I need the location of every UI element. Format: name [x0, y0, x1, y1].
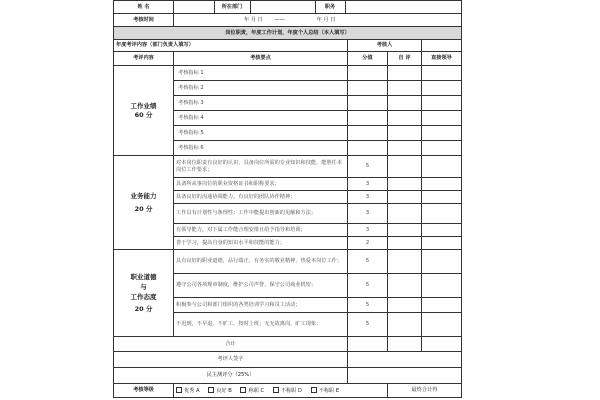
self-score-cell[interactable]	[388, 237, 422, 250]
rating-option-e[interactable]: 不称职 E	[311, 387, 340, 394]
annual-content-label: 年度考评内容（部门负责人填写）	[114, 40, 348, 52]
ability-item: 对本岗位职责有良好的认识，具备岗位所需的专业知识和技能，能胜任本岗位工作要求；	[174, 156, 348, 178]
leader-score-cell[interactable]	[422, 156, 462, 178]
performance-title: 工作业绩	[130, 101, 157, 110]
sum-weight-cell[interactable]	[348, 337, 388, 352]
position-label: 职务	[315, 1, 345, 13]
checkbox-icon	[176, 387, 182, 393]
ethics-and: 与	[140, 282, 147, 291]
date-to: 年 月 日	[316, 16, 336, 23]
weight-cell[interactable]	[348, 111, 388, 126]
header-row	[114, 1, 462, 14]
period-field[interactable]	[174, 14, 462, 27]
summary-title: 岗位职责，年度工作计划，年度个人总结（本人填写）	[114, 27, 462, 40]
rating-options	[174, 384, 388, 398]
col-weight: 分值	[348, 52, 388, 66]
checkbox-icon	[208, 387, 214, 393]
ethics-points: 20 分	[134, 305, 153, 314]
leader-score-cell[interactable]	[422, 96, 462, 111]
leader-score-cell[interactable]	[422, 141, 462, 156]
weight-cell[interactable]	[348, 141, 388, 156]
ability-item: 工作具有计划性与条理性；工作中能提出创新的见解和方法；	[174, 204, 348, 224]
self-score-cell[interactable]	[388, 126, 422, 141]
leader-score-cell[interactable]	[422, 313, 462, 337]
leader-score-cell[interactable]	[422, 191, 462, 204]
ability-score: 5	[348, 156, 388, 178]
self-score-cell[interactable]	[388, 81, 422, 96]
self-score-cell[interactable]	[388, 274, 422, 298]
name-field[interactable]	[174, 1, 214, 13]
ability-score: 3	[348, 224, 388, 237]
ethics-item: 积极参与公司和部门组织的各类培训学习和员工活动；	[174, 298, 348, 313]
sum-row	[114, 337, 462, 352]
signature-label: 考评人签字	[114, 352, 348, 368]
performance-item: 考核指标 3	[174, 96, 348, 111]
sum-leader-cell[interactable]	[422, 337, 462, 352]
ability-score: 3	[348, 178, 388, 191]
rating-option-d[interactable]: 不称职 D	[273, 387, 302, 394]
position-field[interactable]	[345, 1, 461, 13]
period-label: 考核时间	[114, 14, 174, 27]
table-row	[114, 66, 462, 81]
ability-item: 善于学习，提高自身的知识水平和技能的能力；	[174, 237, 348, 250]
self-score-cell[interactable]	[388, 96, 422, 111]
table-row	[114, 156, 462, 178]
performance-points: 60 分	[134, 111, 153, 119]
reviewee-label: 考核人	[348, 40, 422, 52]
sum-self-cell[interactable]	[388, 337, 422, 352]
ethics-section	[114, 250, 174, 337]
ethics-item: 具有良好的职业道德，品行端正；有务实的敬业精神，热爱本岗位工作；	[174, 250, 348, 274]
weight-cell[interactable]	[348, 81, 388, 96]
leader-score-cell[interactable]	[422, 204, 462, 224]
signature-row	[114, 352, 462, 368]
weight-cell[interactable]	[348, 96, 388, 111]
dept-field[interactable]	[250, 1, 315, 13]
name-label: 姓 名	[114, 1, 174, 14]
self-score-cell[interactable]	[388, 156, 422, 178]
final-total-label: 最终合计得	[388, 384, 462, 398]
self-score-cell[interactable]	[388, 298, 422, 313]
period-row	[114, 14, 462, 27]
self-score-cell[interactable]	[388, 191, 422, 204]
performance-item: 考核指标 1	[174, 66, 348, 81]
ethics-title: 职业道德	[130, 272, 157, 281]
ability-score: 3	[348, 191, 388, 204]
self-score-cell[interactable]	[388, 111, 422, 126]
rating-option-a[interactable]: 优秀 A	[176, 387, 200, 394]
reviewee-field[interactable]	[422, 40, 462, 52]
ability-item: 具备所从事岗位的职业资格证书和职称要求；	[174, 178, 348, 191]
ability-title: 业务能力	[130, 192, 157, 201]
sum-label: 合计	[114, 337, 348, 352]
leader-score-cell[interactable]	[422, 126, 462, 141]
performance-item: 考核指标 4	[174, 111, 348, 126]
leader-score-cell[interactable]	[422, 274, 462, 298]
democratic-field[interactable]	[348, 368, 462, 384]
col-content: 考评内容	[114, 52, 174, 66]
checkbox-icon	[311, 387, 317, 393]
democratic-label: 民主测评分（25%）	[114, 368, 348, 384]
performance-item: 考核指标 5	[174, 126, 348, 141]
performance-section	[114, 66, 174, 156]
self-score-cell[interactable]	[388, 313, 422, 337]
leader-score-cell[interactable]	[422, 237, 462, 250]
leader-score-cell[interactable]	[422, 298, 462, 313]
table-row	[114, 250, 462, 274]
self-score-cell[interactable]	[388, 204, 422, 224]
date-from: 年 月 日	[244, 16, 263, 23]
ethics-score: 5	[348, 298, 388, 313]
dept-label: 所在部门	[214, 1, 250, 13]
weight-cell[interactable]	[348, 66, 388, 81]
col-self: 自 评	[388, 52, 422, 66]
date-separator: ——	[274, 16, 285, 23]
signature-field[interactable]	[348, 352, 462, 368]
rating-option-c[interactable]: 称职 C	[240, 387, 264, 394]
ethics-item: 遵守公司各项规章制度，维护公司声誉，保守公司商业机密；	[174, 274, 348, 298]
self-score-cell[interactable]	[388, 141, 422, 156]
leader-score-cell[interactable]	[422, 250, 462, 274]
col-leader: 直接领导	[422, 52, 462, 66]
appraisal-table	[113, 0, 462, 398]
leader-score-cell[interactable]	[422, 81, 462, 96]
ability-score: 3	[348, 204, 388, 224]
column-header-row	[114, 52, 462, 66]
checkbox-icon	[273, 387, 279, 393]
ethics-score: 5	[348, 274, 388, 298]
ability-points: 20 分	[134, 204, 153, 213]
leader-score-cell[interactable]	[422, 111, 462, 126]
col-points: 考核要点	[174, 52, 348, 66]
ethics-subtitle: 工作态度	[130, 293, 157, 301]
leader-score-cell[interactable]	[422, 66, 462, 81]
ability-section	[114, 156, 174, 250]
weight-cell[interactable]	[348, 126, 388, 141]
ethics-score: 5	[348, 250, 388, 274]
annual-content-row	[114, 40, 462, 52]
ethics-score: 5	[348, 313, 388, 337]
performance-item: 考核指标 6	[174, 141, 348, 156]
ethics-item: 不迟到，不早退，不旷工，按时上班；无无故离岗，旷工现象；	[174, 313, 348, 337]
democratic-row	[114, 368, 462, 384]
summary-title-row	[114, 27, 462, 40]
leader-score-cell[interactable]	[422, 224, 462, 237]
checkbox-icon	[240, 387, 246, 393]
performance-item: 考核指标 2	[174, 81, 348, 96]
ability-item: 具备良好的沟通协调能力，有良好的团队协作精神；	[174, 191, 348, 204]
self-score-cell[interactable]	[388, 66, 422, 81]
rating-label: 考核等级	[114, 384, 174, 398]
leader-score-cell[interactable]	[422, 178, 462, 191]
rating-row	[114, 384, 462, 398]
rating-option-b[interactable]: 良好 B	[208, 387, 232, 394]
self-score-cell[interactable]	[388, 178, 422, 191]
self-score-cell[interactable]	[388, 224, 422, 237]
ability-item: 有领导能力，对下属工作能合理安排且给予指导和培训；	[174, 224, 348, 237]
appraisal-form	[113, 0, 461, 400]
ability-score: 2	[348, 237, 388, 250]
self-score-cell[interactable]	[388, 250, 422, 274]
